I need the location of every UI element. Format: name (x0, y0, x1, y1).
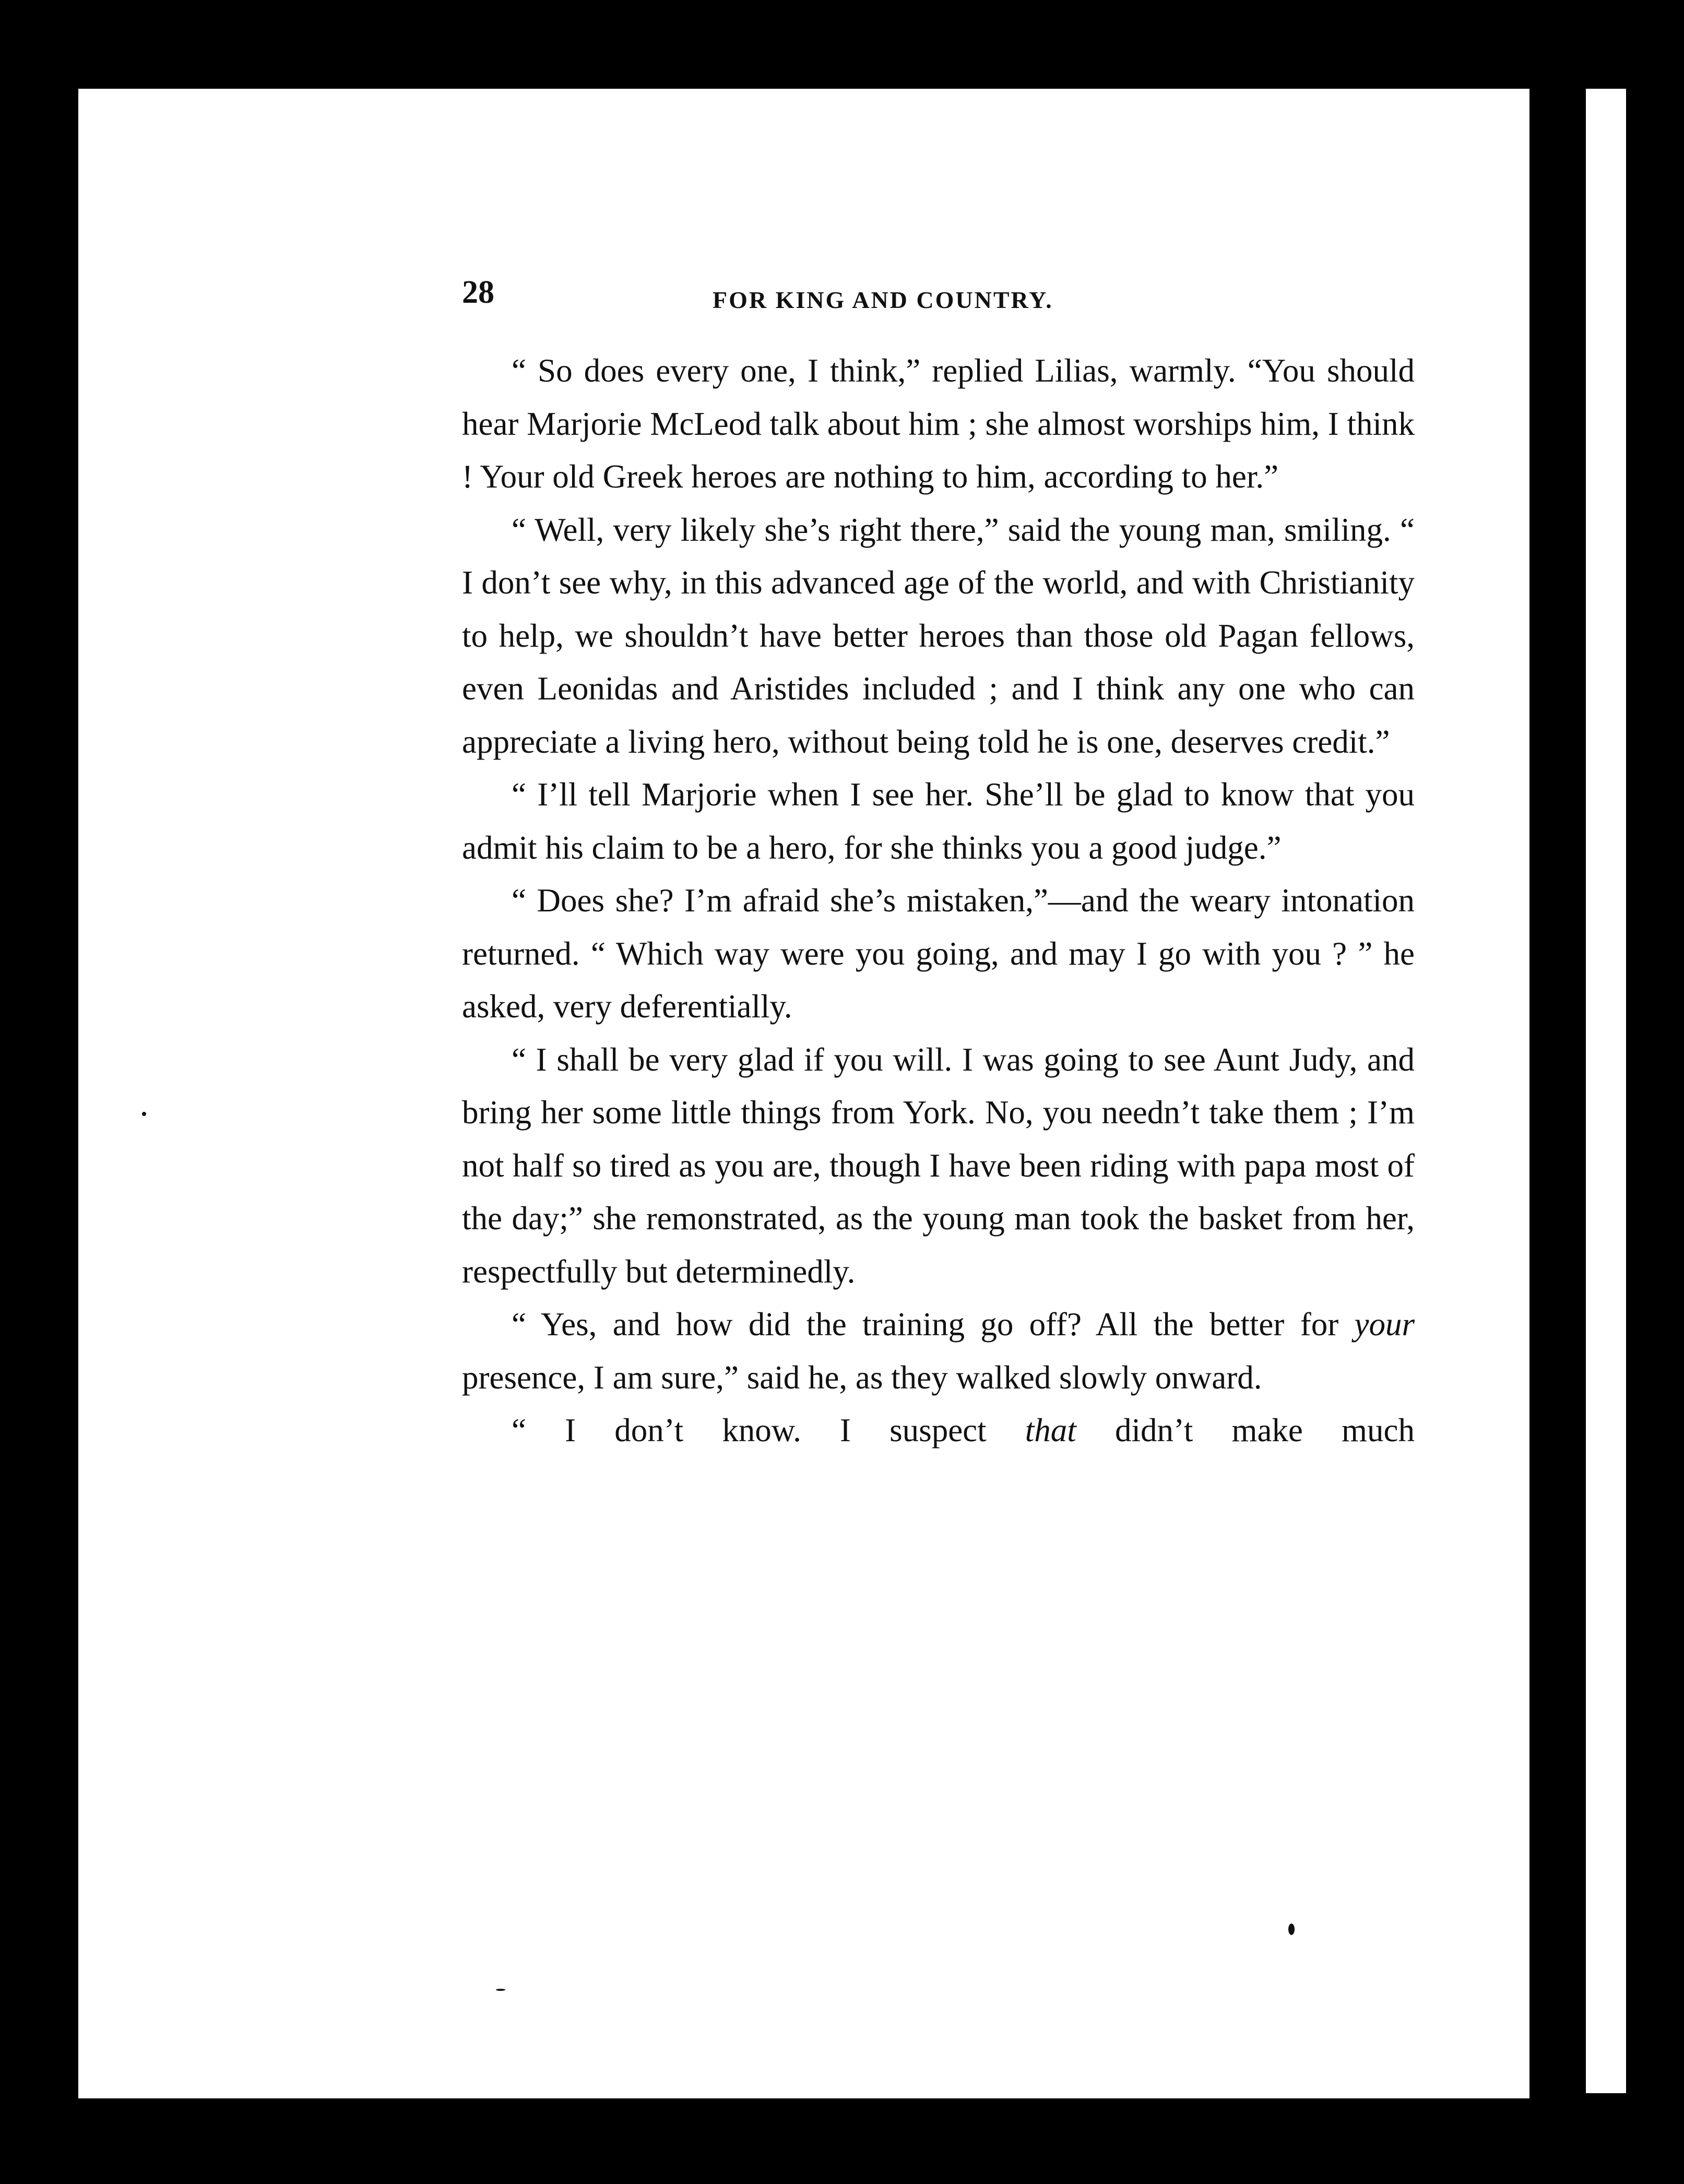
paragraph-6 (462, 1298, 1415, 1404)
paragraph-6-start: “ Yes, and how did the training go off? All the better for (512, 1306, 1339, 1343)
paragraph-4: “ Does she? I’m afraid she’s mistaken,”—and the weary intonation returned. “ Which way were you going, and may I go with you ? ” he asked, very deferentially. (462, 882, 1415, 1025)
page-edge-strip (1571, 89, 1626, 2093)
paragraph-3: “ I’ll tell Marjorie when I see her. She’ll be glad to know that you admit his claim to be a hero, for she thinks you a good judge.” (462, 776, 1415, 866)
paragraph-5: “ I shall be very glad if you will. I was going to see Aunt Judy, and bring her some little things from York. No, you needn’t take them ; I’m not half so tired as you are, though I have been riding with papa most of the day;” she remonstrated, as the young man took the basket from her, respectfully but determinedly. (462, 1041, 1415, 1290)
page-number: 28 (462, 275, 494, 310)
ink-speck (1288, 1924, 1295, 1935)
ink-speck (496, 1989, 505, 1991)
paragraph-7-end: didn’t make much (1114, 1412, 1415, 1449)
paragraph-1: “ So does every one, I think,” replied Lilias, warmly. “You should hear Marjorie McLeod talk about him ; she almost worships him, I think ! Your old Greek heroes are nothing to him, according to her.” (462, 352, 1415, 495)
paragraph-2: “ Well, very likely she’s right there,” said the young man, smiling. “ I don’t see why, in this advanced age of the world, and with Christianity to help, we shouldn’t have better heroes than those old Pagan fellows, even Leonidas and Aristides included ; and I think any one who can appreciate a living hero, without being told he is one, deserves credit.” (462, 511, 1415, 760)
body-text (462, 345, 1415, 1457)
paragraph-7-italic: that (1025, 1412, 1076, 1449)
paragraph-6-italic: your (1354, 1306, 1415, 1343)
paragraph-7 (462, 1404, 1415, 1457)
paragraph-7-start: “ I don’t know. I suspect (512, 1412, 987, 1449)
running-title: FOR KING AND COUNTRY. (713, 287, 1053, 313)
paragraph-6-end: presence, I am sure,” said he, as they walked slowly onward. (462, 1359, 1262, 1396)
ink-speck (142, 1112, 146, 1116)
